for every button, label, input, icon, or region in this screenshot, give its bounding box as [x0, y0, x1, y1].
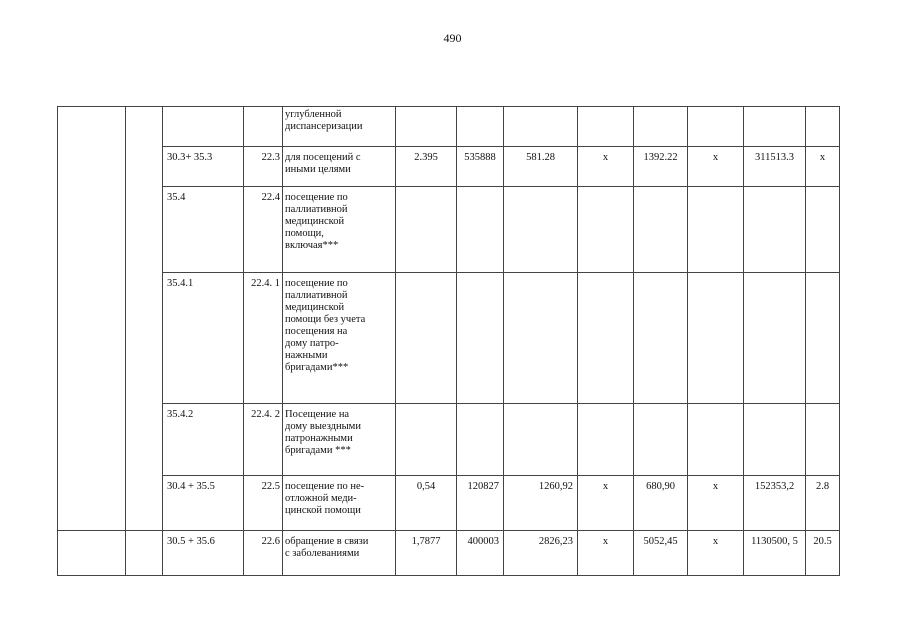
table-row [58, 404, 840, 476]
row-value [744, 273, 806, 404]
row-value [578, 404, 634, 476]
row-value: 152353,2 [744, 476, 806, 531]
row-code: 30.5 + 35.6 [163, 531, 244, 576]
row-value [806, 187, 840, 273]
row-value [396, 273, 457, 404]
row-value: х [806, 147, 840, 187]
row-value [457, 107, 504, 147]
row-description: углубленной диспансеризации [283, 107, 396, 147]
group-cell-a [58, 107, 126, 531]
row-value [457, 187, 504, 273]
table-row [58, 476, 840, 531]
row-value: 680,90 [634, 476, 688, 531]
data-table [57, 106, 840, 576]
row-value [457, 404, 504, 476]
row-description: для посещений с иными целями [283, 147, 396, 187]
row-value [744, 187, 806, 273]
row-code: 30.3+ 35.3 [163, 147, 244, 187]
row-number: 22.6 [244, 531, 283, 576]
table-row [58, 107, 840, 147]
page-number: 490 [443, 31, 462, 45]
group-cell-b [126, 107, 163, 531]
row-value [688, 273, 744, 404]
row-number [244, 107, 283, 147]
row-value: х [578, 147, 634, 187]
table-body [58, 107, 840, 576]
row-value [396, 107, 457, 147]
table-row [58, 531, 840, 576]
row-number: 22.5 [244, 476, 283, 531]
row-value: 2.395 [396, 147, 457, 187]
row-value [396, 187, 457, 273]
table-row [58, 147, 840, 187]
row-value: 20.5 [806, 531, 840, 576]
row-value: 1260,92 [504, 476, 578, 531]
row-value: 1,7877 [396, 531, 457, 576]
row-code: 35.4 [163, 187, 244, 273]
row-value: х [688, 147, 744, 187]
row-value: х [578, 476, 634, 531]
row-value: 1392.22 [634, 147, 688, 187]
row-value [457, 273, 504, 404]
row-value [634, 107, 688, 147]
row-value [578, 187, 634, 273]
row-value [744, 107, 806, 147]
row-value [504, 107, 578, 147]
row-value: х [688, 476, 744, 531]
row-value [396, 404, 457, 476]
row-description: посещение по не- отложной меди- цинской помощи [283, 476, 396, 531]
row-value: 120827 [457, 476, 504, 531]
table-row [58, 273, 840, 404]
row-code: 35.4.1 [163, 273, 244, 404]
row-number: 22.4. 2 [244, 404, 283, 476]
row-value [634, 273, 688, 404]
row-value [634, 404, 688, 476]
row-value [744, 404, 806, 476]
row-description: посещение по паллиативной медицинской помощи, включая*** [283, 187, 396, 273]
row-description: посещение по паллиативной медицинской помощи без учета посещения на дому патро- нажными бригадами*** [283, 273, 396, 404]
row-value [688, 107, 744, 147]
row-value [504, 187, 578, 273]
row-code: 35.4.2 [163, 404, 244, 476]
row-value: 311513.3 [744, 147, 806, 187]
row-number: 22.3 [244, 147, 283, 187]
row-description: обращение в связи с заболеваниями [283, 531, 396, 576]
row-value: 581.28 [504, 147, 578, 187]
row-value [578, 273, 634, 404]
row-value: 2.8 [806, 476, 840, 531]
row-value [504, 273, 578, 404]
row-number: 22.4. 1 [244, 273, 283, 404]
row-value: 535888 [457, 147, 504, 187]
row-number: 22.4 [244, 187, 283, 273]
row-value: х [578, 531, 634, 576]
row-value [688, 187, 744, 273]
table-row [58, 187, 840, 273]
row-value: х [688, 531, 744, 576]
row-value [688, 404, 744, 476]
row-value: 1130500, 5 [744, 531, 806, 576]
row-value [504, 404, 578, 476]
row-description: Посещение на дому выездными патронажными бригадами *** [283, 404, 396, 476]
row-value: 2826,23 [504, 531, 578, 576]
row-value [806, 273, 840, 404]
row-value [578, 107, 634, 147]
row-value: 400003 [457, 531, 504, 576]
group-cell-a [58, 531, 126, 576]
row-code [163, 107, 244, 147]
group-cell-b [126, 531, 163, 576]
row-code: 30.4 + 35.5 [163, 476, 244, 531]
row-value: 5052,45 [634, 531, 688, 576]
row-value [806, 107, 840, 147]
row-value: 0,54 [396, 476, 457, 531]
row-value [806, 404, 840, 476]
row-value [634, 187, 688, 273]
